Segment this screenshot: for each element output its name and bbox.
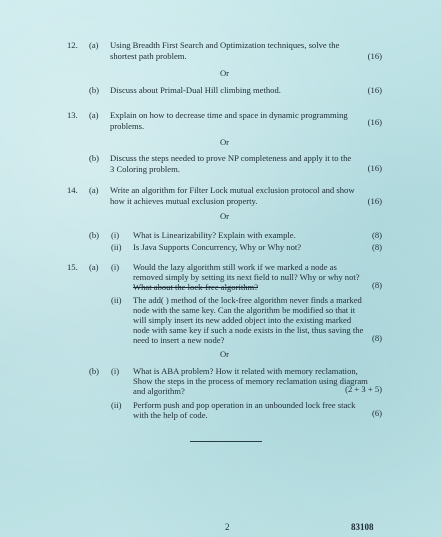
q12b-marks: (16) — [367, 85, 382, 95]
q13b-text-line2: 3 Coloring problem. — [110, 164, 180, 174]
q12b-label: (b) — [89, 85, 100, 95]
q12-or: Or — [219, 68, 230, 78]
q15aii-text-line5: need to insert a new node? — [133, 335, 225, 345]
q15bi-marks: (2 + 3 + 5) — [345, 384, 382, 394]
q15bi-label: (i) — [111, 366, 120, 376]
q15ai-marks: (8) — [371, 280, 382, 290]
q13a-text-line1: Explain on how to decrease time and space in dynamic programming — [110, 110, 348, 120]
q14b-label: (b) — [89, 230, 100, 240]
q13a-label: (a) — [89, 110, 99, 120]
q15aii-marks: (8) — [371, 333, 382, 343]
q14bi-text: What is Linearizability? Explain with example. — [133, 230, 296, 240]
q12b-text: Discuss about Primal-Dual Hill climbing method. — [110, 85, 281, 95]
q12a-text-line1: Using Breadth First Search and Optimization techniques, solve the — [110, 40, 340, 50]
q14a-text-line2: how it achieves mutual exclusion property. — [110, 196, 258, 206]
q14bii-label: (ii) — [111, 242, 122, 252]
q15aii-text-line1: The add( ) method of the lock-free algorithm never finds a marked — [133, 295, 362, 305]
q15bi-text-line1: What is ABA problem? How it related with memory reclamation, — [133, 366, 358, 376]
q15ai-text-line2: removed simply by setting its next field to null? Why or why not? — [133, 272, 360, 282]
q13a-marks: (16) — [367, 117, 382, 127]
q15aii-text-line3: will simply insert its new added object into the existing marked — [133, 315, 352, 325]
q15b-label: (b) — [89, 366, 100, 376]
q15aii-text-line2: node with the same key. Can the algorithm be modified so that it — [133, 305, 356, 315]
q15aii-text-line4: node with same key if such a node exists in the list, thus saving the — [133, 325, 364, 335]
q13-number: 13. — [67, 110, 78, 120]
q15ai-text-line3: What about the lock-free algorithm? — [133, 282, 259, 292]
q13-or: Or — [219, 137, 230, 147]
q14bii-text: Is Java Supports Concurrency, Why or Why not? — [133, 242, 302, 252]
q13a-text-line2: problems. — [110, 121, 145, 131]
q14-number: 14. — [67, 185, 78, 195]
q15bii-text-line2: with the help of code. — [133, 410, 208, 420]
q15aii-label: (ii) — [111, 295, 122, 305]
q15bii-text-line1: Perform push and pop operation in an unbounded lock free stack — [133, 400, 356, 410]
q13b-label: (b) — [89, 153, 100, 163]
q14-or: Or — [219, 211, 230, 221]
paper-code: 83108 — [351, 522, 374, 532]
q15bii-marks: (6) — [371, 408, 382, 418]
q14bi-label: (i) — [111, 230, 120, 240]
q12-number: 12. — [67, 40, 78, 50]
q14a-text-line1: Write an algorithm for Filter Lock mutual exclusion protocol and show — [110, 185, 355, 195]
q15ai-text-line1: Would the lazy algorithm still work if we marked a node as — [133, 262, 337, 272]
q15bii-label: (ii) — [111, 400, 122, 410]
q13b-text-line1: Discuss the steps needed to prove NP completeness and apply it to the — [110, 153, 352, 163]
q13b-marks: (16) — [367, 163, 382, 173]
q14a-marks: (16) — [367, 196, 382, 206]
q15-number: 15. — [67, 262, 78, 272]
q14bii-marks: (8) — [371, 242, 382, 252]
page-number: 2 — [225, 522, 230, 532]
q15bi-text-line3: and algorithm? — [133, 386, 185, 396]
q15a-label: (a) — [89, 262, 99, 272]
q15ai-label: (i) — [111, 262, 120, 272]
q12a-marks: (16) — [367, 51, 382, 61]
q15-or: Or — [219, 349, 230, 359]
q15bi-text-line2: Show the steps in the process of memory reclamation using diagram — [133, 376, 368, 386]
q12a-label: (a) — [89, 40, 99, 50]
q14a-label: (a) — [89, 185, 99, 195]
end-of-paper-rule — [190, 441, 262, 442]
q12a-text-line2: shortest path problem. — [110, 51, 187, 61]
q14bi-marks: (8) — [371, 230, 382, 240]
